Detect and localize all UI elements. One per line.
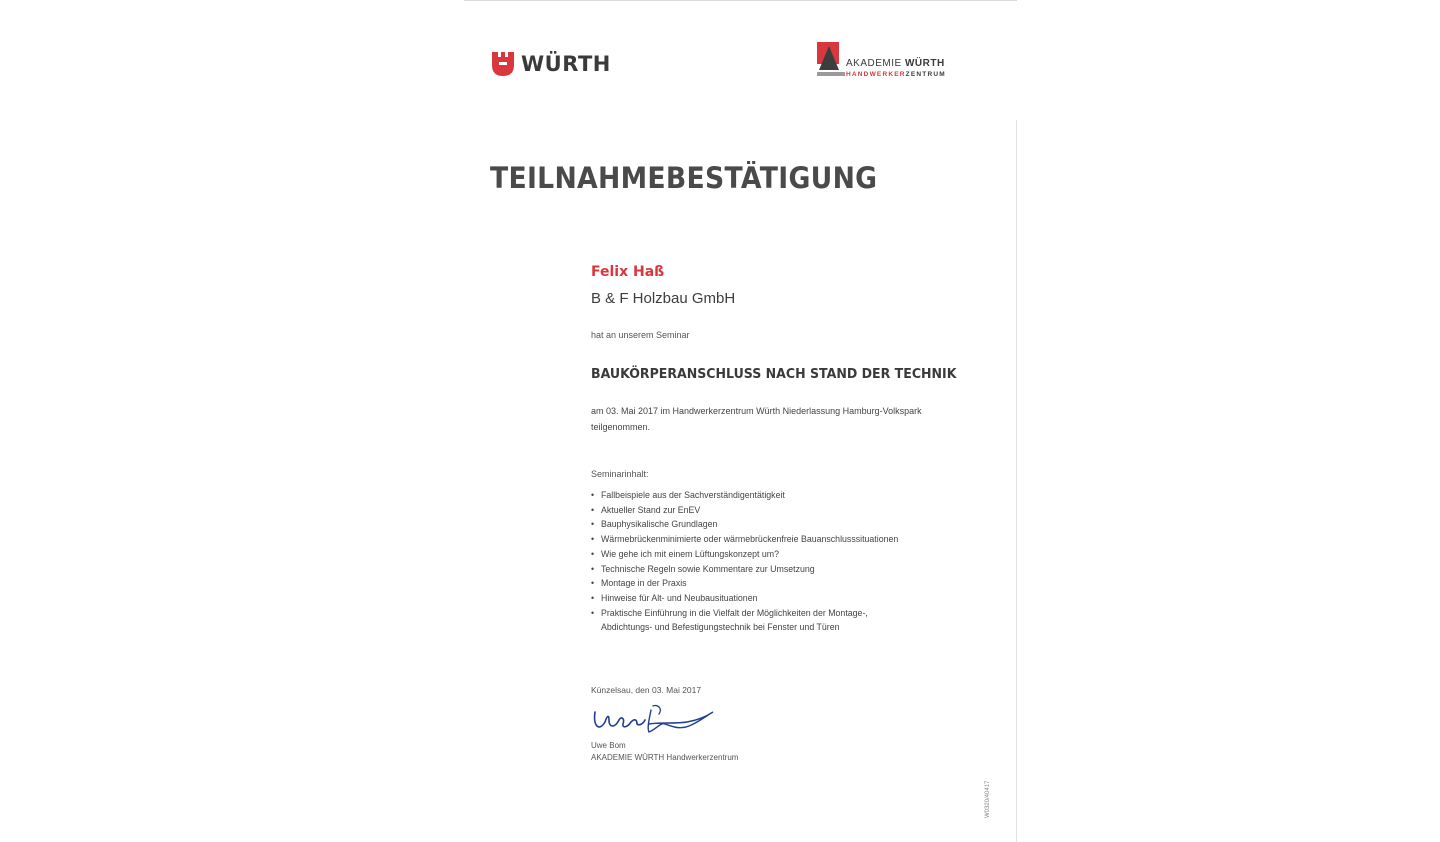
akademie-name: AKADEMIE WÜRTH <box>846 58 945 69</box>
attendance-date-text: am 03. Mai 2017 im Handwerkerzentrum Würth Niederlassung Hamburg-Volkspark teilgenommen. <box>591 406 922 432</box>
list-item: • Montage in der Praxis <box>591 576 911 591</box>
handwritten-signature <box>589 700 719 740</box>
list-item: • Aktueller Stand zur EnEV <box>591 503 911 518</box>
intro-text: hat an unserem Seminar <box>591 330 690 340</box>
wuerth-wordmark: WÜRTH <box>521 52 611 76</box>
akademie-pyramid-icon <box>816 40 846 78</box>
seminar-content-label: Seminarinhalt: <box>591 469 649 479</box>
wuerth-castle-icon <box>491 51 515 77</box>
bullet-icon: • <box>591 504 595 515</box>
akademie-wuerth-logo <box>816 40 956 84</box>
list-item: • Wärmebrückenminimierte oder wärmebrückenfreie Bauanschlusssituationen <box>591 532 911 547</box>
list-item: • Praktische Einführung in die Vielfalt der Möglichkeiten der Montage-, Abdichtungs- und Befestigungstechnik bei Fenster und Türen <box>591 607 868 633</box>
bullet-icon: • <box>591 563 595 574</box>
list-item: • Hinweise für Alt- und Neubausituationen <box>591 591 911 606</box>
bullet-icon: • <box>591 607 595 618</box>
wuerth-logo <box>491 50 611 78</box>
document-title: TEILNAHMEBESTÄTIGUNG <box>490 161 878 195</box>
bullet-icon: • <box>591 592 595 603</box>
list-item: • Technische Regeln sowie Kommentare zur Umsetzung <box>591 562 911 577</box>
list-item: • Wie gehe ich mit einem Lüftungskonzept um? <box>591 547 911 562</box>
bullet-icon: • <box>591 578 595 589</box>
page-top-edge <box>464 0 1017 1</box>
bullet-icon: • <box>591 548 595 559</box>
company-name: B & F Holzbau GmbH <box>591 290 736 307</box>
list-item: • Bauphysikalische Grundlagen <box>591 517 911 532</box>
signer-organization: AKADEMIE WÜRTH Handwerkerzentrum <box>591 753 739 762</box>
list-item: • Fallbeispiele aus der Sachverständigentätigkeit <box>591 488 911 503</box>
seminar-content-list <box>591 488 911 635</box>
document-code: W0320/40417 <box>985 780 991 818</box>
page-right-edge <box>1016 120 1017 842</box>
bullet-icon: • <box>591 490 595 500</box>
place-date: Künzelsau, den 03. Mai 2017 <box>591 685 702 695</box>
akademie-subtitle: HANDWERKERZENTRUM <box>846 71 946 78</box>
signer-name: Uwe Bom <box>591 741 626 750</box>
bullet-icon: • <box>591 534 595 545</box>
seminar-title: BAUKÖRPERANSCHLUSS NACH STAND DER TECHNIK <box>591 366 957 382</box>
recipient-name: Felix Haß <box>591 264 665 280</box>
bullet-icon: • <box>591 519 595 530</box>
